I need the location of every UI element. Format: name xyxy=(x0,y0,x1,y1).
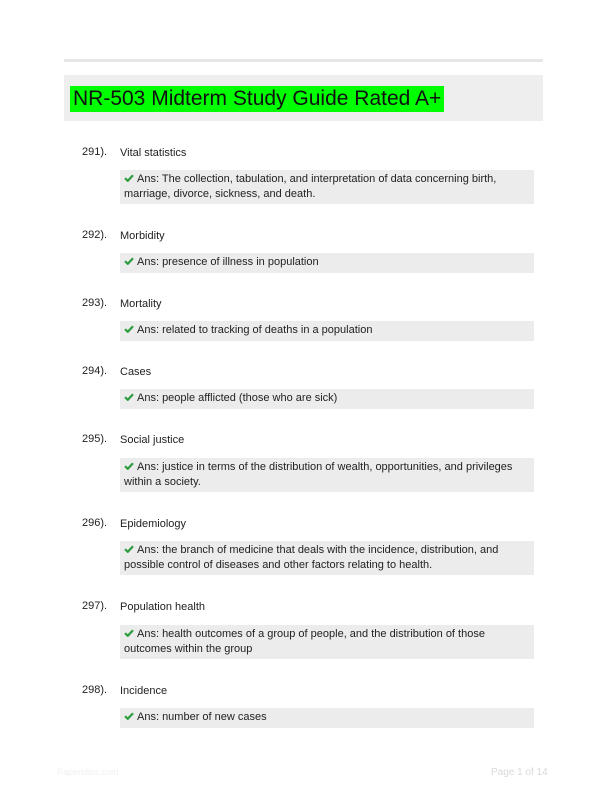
answer-box xyxy=(120,458,534,492)
answer-text: Ans: justice in terms of the distribution of wealth, opportunities, and privileges within a society. xyxy=(124,461,513,488)
check-icon xyxy=(124,325,134,333)
question-number: 293). xyxy=(82,297,108,309)
check-icon xyxy=(124,712,134,720)
question-number: 296). xyxy=(82,517,108,529)
check-icon xyxy=(124,257,134,265)
answer-text: Ans: number of new cases xyxy=(137,711,267,723)
question-term: Vital statistics xyxy=(120,147,187,159)
question-term: Cases xyxy=(120,366,152,378)
question-number: 298). xyxy=(82,684,108,696)
question-number: 292). xyxy=(82,229,108,241)
question-number: 294). xyxy=(82,365,108,377)
answer-text: Ans: the branch of medicine that deals with the incidence, distribution, and possible control of diseases and other factors relating to health. xyxy=(124,544,499,571)
document-title: NR-503 Midterm Study Guide Rated A+ xyxy=(70,86,444,112)
footer-site-watermark: Paperbliss.com xyxy=(57,767,119,777)
answer-box xyxy=(120,170,534,204)
check-icon xyxy=(124,629,134,637)
answer-box xyxy=(120,708,534,728)
question-number: 295). xyxy=(82,433,108,445)
answer-text: Ans: people afflicted (those who are sick) xyxy=(137,392,338,404)
question-term: Population health xyxy=(120,601,206,613)
question-number: 291). xyxy=(82,146,108,158)
answer-text: Ans: health outcomes of a group of people, and the distribution of those outcomes within the group xyxy=(124,628,485,655)
check-icon xyxy=(124,462,134,470)
check-icon xyxy=(124,174,134,182)
answer-box xyxy=(120,625,534,659)
check-icon xyxy=(124,393,134,401)
answer-box xyxy=(120,321,534,341)
question-term: Epidemiology xyxy=(120,518,187,530)
question-number: 297). xyxy=(82,600,108,612)
question-term: Mortality xyxy=(120,298,162,310)
answer-box xyxy=(120,541,534,575)
check-icon xyxy=(124,545,134,553)
answer-box xyxy=(120,253,534,273)
answer-text: Ans: related to tracking of deaths in a population xyxy=(137,324,373,336)
question-term: Morbidity xyxy=(120,230,165,242)
answer-box xyxy=(120,389,534,409)
question-term: Incidence xyxy=(120,685,168,697)
answer-text: Ans: The collection, tabulation, and interpretation of data concerning birth, marriage, divorce, sickness, and death. xyxy=(124,173,497,200)
question-term: Social justice xyxy=(120,434,185,446)
answer-text: Ans: presence of illness in population xyxy=(137,256,319,268)
page-indicator: Page 1 of 14 xyxy=(491,767,548,778)
